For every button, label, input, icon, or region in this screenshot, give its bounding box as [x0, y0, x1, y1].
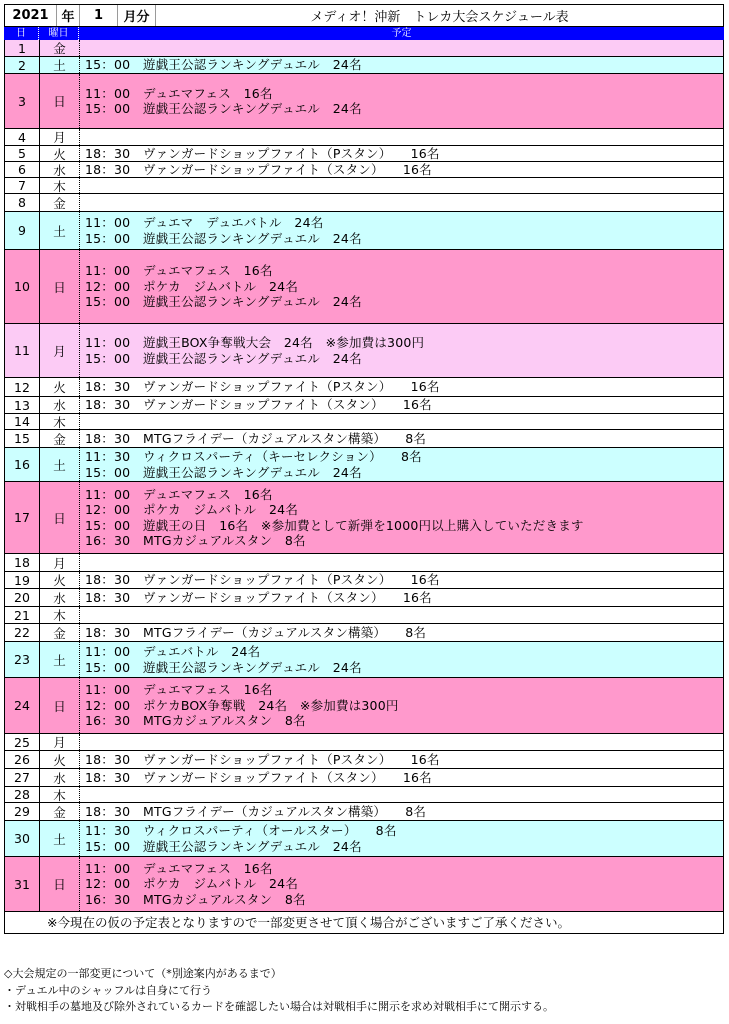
schedule-cell — [80, 397, 723, 413]
table-row — [4, 448, 724, 482]
table-row — [4, 378, 724, 397]
day-cell: 8 — [5, 194, 40, 211]
day-cell: 5 — [5, 146, 40, 161]
schedule-cell — [80, 324, 723, 377]
event-line: 11：00 デュエマ デュエバトル 24名 — [85, 215, 324, 230]
event-line: 16：30 MTGカジュアルスタン 8名 — [85, 713, 306, 729]
table-row — [4, 678, 724, 734]
weekday-cell: 水 — [40, 769, 80, 786]
column-header — [4, 27, 724, 40]
event-line: 15：00 遊戯王公認ランキングデュエル 24名 — [85, 659, 362, 675]
day-cell: 3 — [5, 74, 40, 128]
footer-line: ・対戦相手の墓地及び除外されているカードを確認したい場合は対戦相手に開示を求め対戦相手にて開示する。 — [4, 1000, 554, 1013]
table-row — [4, 607, 724, 624]
weekday-cell: 日 — [40, 857, 80, 911]
notice-text: ※今現在の仮の予定表となりますので一部変更させて頂く場合がございますご了承ください。 — [4, 912, 724, 934]
day-cell: 10 — [5, 250, 40, 323]
weekday-cell: 月 — [40, 324, 80, 377]
table-row — [4, 430, 724, 448]
schedule-cell — [80, 734, 723, 750]
weekday-cell: 日 — [40, 250, 80, 323]
day-cell: 18 — [5, 554, 40, 571]
event-line: 16：30 MTGカジュアルスタン 8名 — [85, 891, 306, 907]
event-line: 15：00 遊戯王の日 16名 ※参加費として新弾を1000円以上購入していただきます — [85, 517, 584, 533]
day-cell: 23 — [5, 642, 40, 677]
event-line: 12：00 ポケカ ジムバトル 24名 — [85, 876, 299, 892]
weekday-cell: 金 — [40, 803, 80, 820]
schedule-cell — [80, 482, 723, 553]
table-row — [4, 212, 724, 250]
table-row — [4, 624, 724, 642]
footer-line: ◇大会規定の一部変更について（*別途案内があるまで） — [4, 967, 282, 980]
schedule-cell — [80, 414, 723, 429]
event-line: 12：00 ポケカ ジムバトル 24名 — [85, 502, 299, 517]
event-line: 18：30 MTGフライデー（カジュアルスタン構築） 8名 — [85, 430, 427, 446]
table-row — [4, 554, 724, 572]
event-line: 15：00 遊戯王公認ランキングデュエル 24名 — [85, 838, 362, 854]
schedule-cell — [80, 146, 723, 161]
event-line: 18：30 ヴァンガードショップファイト（Pスタン） 16名 — [85, 379, 440, 395]
day-cell: 27 — [5, 769, 40, 786]
weekday-cell: 火 — [40, 572, 80, 588]
schedule-cell — [80, 642, 723, 677]
weekday-cell: 月 — [40, 129, 80, 145]
event-line: 11：00 デュエマフェス 16名 — [85, 486, 273, 502]
event-line: 18：30 ヴァンガードショップファイト（スタン） 16名 — [85, 589, 432, 605]
event-line: 18：30 ヴァンガードショップファイト（スタン） 16名 — [85, 161, 432, 177]
day-cell: 30 — [5, 821, 40, 856]
table-row — [4, 57, 724, 74]
table-row — [4, 803, 724, 821]
schedule-cell — [80, 803, 723, 820]
weekday-cell: 木 — [40, 414, 80, 429]
day-cell: 11 — [5, 324, 40, 377]
table-row — [4, 162, 724, 178]
day-cell: 22 — [5, 624, 40, 641]
table-row — [4, 40, 724, 57]
table-row — [4, 129, 724, 146]
table-row — [4, 146, 724, 162]
day-cell: 15 — [5, 430, 40, 447]
schedule-cell — [80, 162, 723, 177]
event-line: 16：30 MTGカジュアルスタン 8名 — [85, 533, 306, 548]
day-cell: 4 — [5, 129, 40, 145]
weekday-cell: 金 — [40, 40, 80, 56]
schedule-cell — [80, 607, 723, 623]
weekday-cell: 金 — [40, 194, 80, 211]
event-line: 11：00 遊戯王BOX争奪戦大会 24名 ※参加費は300円 — [85, 335, 425, 350]
schedule-cell — [80, 678, 723, 733]
weekday-cell: 火 — [40, 146, 80, 161]
day-cell: 21 — [5, 607, 40, 623]
weekday-cell: 木 — [40, 178, 80, 193]
day-cell: 24 — [5, 678, 40, 733]
event-line: 15：00 遊戯王公認ランキングデュエル 24名 — [85, 294, 362, 310]
table-row — [4, 74, 724, 129]
weekday-cell: 土 — [40, 57, 80, 73]
table-row — [4, 751, 724, 769]
schedule-cell — [80, 554, 723, 571]
table-row — [4, 857, 724, 912]
table-row — [4, 324, 724, 378]
column-weekday: 曜日 — [39, 27, 79, 40]
weekday-cell: 水 — [40, 397, 80, 413]
event-line: 12：00 ポケカ ジムバトル 24名 — [85, 278, 299, 294]
weekday-cell: 金 — [40, 430, 80, 447]
event-line: 18：30 ヴァンガードショップファイト（Pスタン） 16名 — [85, 145, 440, 161]
day-cell: 28 — [5, 787, 40, 802]
weekday-cell: 火 — [40, 378, 80, 396]
event-line: 18：30 ヴァンガードショップファイト（スタン） 16名 — [85, 397, 432, 413]
schedule-cell — [80, 178, 723, 193]
table-row — [4, 194, 724, 212]
weekday-cell: 金 — [40, 624, 80, 641]
schedule-cell — [80, 821, 723, 856]
event-line: 11：00 デュエマフェス 16名 — [85, 263, 273, 279]
day-cell: 16 — [5, 448, 40, 481]
day-cell: 9 — [5, 212, 40, 249]
schedule-cell — [80, 589, 723, 606]
weekday-cell: 土 — [40, 212, 80, 249]
month-value: 1 — [80, 5, 118, 26]
schedule-cell — [80, 194, 723, 211]
weekday-cell: 土 — [40, 821, 80, 856]
footer-line: ・デュエル中のシャッフルは自身にて行う — [4, 983, 213, 997]
day-cell: 2 — [5, 57, 40, 73]
month-label: 月分 — [118, 5, 156, 26]
table-row — [4, 482, 724, 554]
event-line: 18：30 MTGフライデー（カジュアルスタン構築） 8名 — [85, 803, 427, 819]
event-line: 15：00 遊戯王公認ランキングデュエル 24名 — [85, 350, 362, 366]
weekday-cell: 水 — [40, 162, 80, 177]
day-cell: 7 — [5, 178, 40, 193]
weekday-cell: 土 — [40, 448, 80, 481]
table-row — [4, 642, 724, 678]
table-row — [4, 821, 724, 857]
day-cell: 20 — [5, 589, 40, 606]
schedule-cell — [80, 787, 723, 802]
column-schedule: 予定 — [391, 28, 412, 39]
day-cell: 6 — [5, 162, 40, 177]
schedule-cell — [80, 448, 723, 481]
weekday-cell: 木 — [40, 607, 80, 623]
schedule-cell — [80, 40, 723, 56]
weekday-cell: 日 — [40, 482, 80, 553]
schedule-cell — [80, 769, 723, 786]
schedule-cell — [80, 751, 723, 768]
event-line: 11：30 ウィクロスパーティ（キーセレクション） 8名 — [85, 449, 422, 464]
schedule-cell — [80, 857, 723, 911]
table-row — [4, 769, 724, 787]
day-cell: 12 — [5, 378, 40, 396]
schedule-cell — [80, 250, 723, 323]
table-row — [4, 572, 724, 589]
sheet-title: メディオ！沖新 トレカ大会スケジュール表 — [310, 10, 569, 25]
event-line: 11：00 デュエマフェス 16名 — [85, 85, 273, 101]
day-cell: 17 — [5, 482, 40, 553]
table-row — [4, 397, 724, 414]
event-line: 15：00 遊戯王公認ランキングデュエル 24名 — [85, 464, 362, 480]
table-row — [4, 589, 724, 607]
schedule-cell — [80, 212, 723, 249]
event-line: 15：00 遊戯王公認ランキングデュエル 24名 — [85, 101, 362, 116]
weekday-cell: 日 — [40, 74, 80, 128]
day-cell: 14 — [5, 414, 40, 429]
event-line: 11：00 デュエバトル 24名 — [85, 644, 261, 659]
event-line: 18：30 ヴァンガードショップファイト（Pスタン） 16名 — [85, 572, 440, 588]
schedule-cell — [80, 129, 723, 145]
event-line: 18：30 ヴァンガードショップファイト（Pスタン） 16名 — [85, 751, 440, 767]
schedule-cell — [80, 57, 723, 73]
schedule-cell — [80, 74, 723, 128]
schedule-cell — [80, 378, 723, 396]
rules-footer — [4, 966, 554, 1016]
weekday-cell: 月 — [40, 734, 80, 750]
event-line: 11：00 デュエマフェス 16名 — [85, 860, 273, 876]
table-row — [4, 178, 724, 194]
schedule-cell — [80, 430, 723, 447]
schedule-rows — [4, 40, 724, 912]
sheet-header — [4, 4, 724, 27]
weekday-cell: 水 — [40, 589, 80, 606]
year-value: 2021 — [5, 5, 57, 26]
day-cell: 13 — [5, 397, 40, 413]
weekday-cell: 月 — [40, 554, 80, 571]
event-line: 11：00 デュエマフェス 16名 — [85, 682, 273, 698]
event-line: 11：30 ウィクロスパーティ（オールスター） 8名 — [85, 823, 397, 838]
event-line: 12：00 ポケカBOX争奪戦 24名 ※参加費は300円 — [85, 697, 399, 713]
event-line: 18：30 MTGフライデー（カジュアルスタン構築） 8名 — [85, 624, 427, 640]
weekday-cell: 日 — [40, 678, 80, 733]
weekday-cell: 火 — [40, 751, 80, 768]
day-cell: 1 — [5, 40, 40, 56]
weekday-cell: 土 — [40, 642, 80, 677]
table-row — [4, 414, 724, 430]
table-row — [4, 250, 724, 324]
column-day: 日 — [4, 27, 39, 40]
year-label: 年 — [57, 5, 80, 26]
table-row — [4, 787, 724, 803]
weekday-cell: 木 — [40, 787, 80, 802]
event-line: 18：30 ヴァンガードショップファイト（スタン） 16名 — [85, 769, 432, 785]
schedule-cell — [80, 572, 723, 588]
day-cell: 26 — [5, 751, 40, 768]
schedule-sheet — [4, 4, 724, 934]
day-cell: 25 — [5, 734, 40, 750]
table-row — [4, 734, 724, 751]
day-cell: 19 — [5, 572, 40, 588]
event-line: 15：00 遊戯王公認ランキングデュエル 24名 — [85, 230, 362, 246]
schedule-cell — [80, 624, 723, 641]
day-cell: 31 — [5, 857, 40, 911]
day-cell: 29 — [5, 803, 40, 820]
event-line: 15：00 遊戯王公認ランキングデュエル 24名 — [85, 57, 362, 73]
